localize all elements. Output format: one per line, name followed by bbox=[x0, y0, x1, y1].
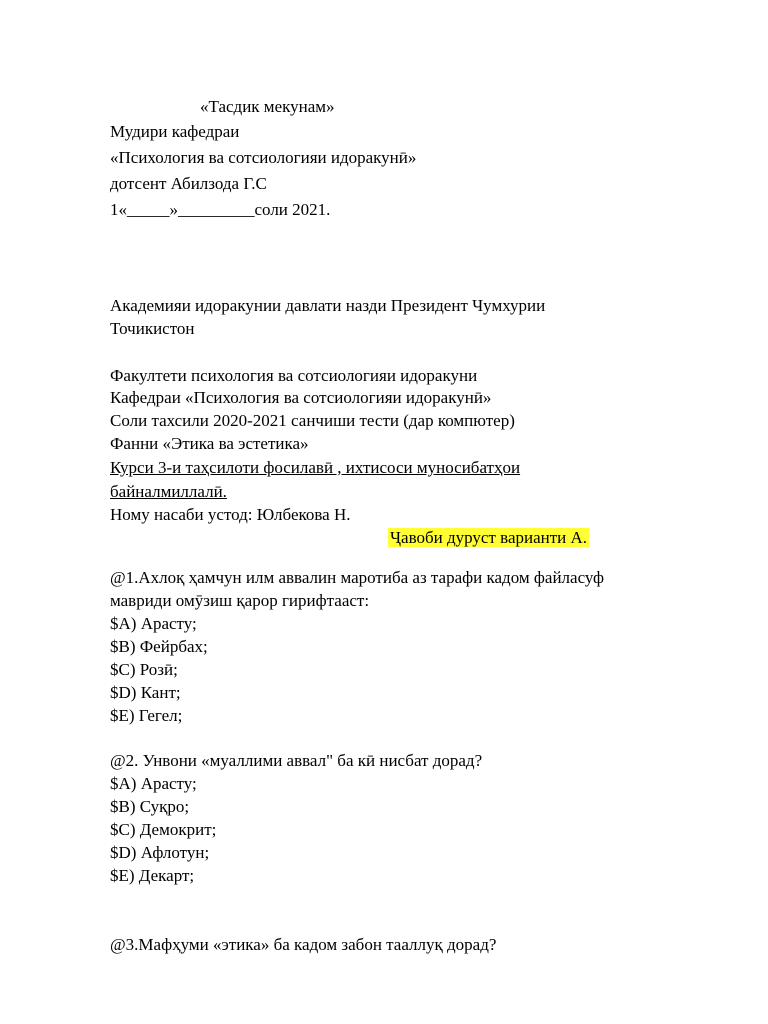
teacher-name: Ному насаби устод: Юлбекова Н. bbox=[110, 505, 351, 524]
course-info-line1: Курси 3-и таҳсилоти фосилавӣ , ихтисоси муносибатҳои bbox=[110, 458, 521, 477]
question-3-text: @3.Мафҳуми «этика» ба кадом забон тааллуқ дорад? bbox=[110, 935, 497, 954]
approval-stamp: «Тасдик мекунам» bbox=[200, 97, 335, 116]
question-1-option-e: $E) Гегел; bbox=[110, 706, 183, 725]
question-2-option-c: $C) Демокрит; bbox=[110, 820, 217, 839]
department-name: Кафедраи «Психология ва сотсиологияи идоракунӣ» bbox=[110, 388, 492, 407]
correct-answer-note bbox=[388, 526, 589, 549]
faculty-name: Факултети психология ва сотсиологияи идоракуни bbox=[110, 366, 478, 385]
correct-answer-highlight: Ҷавоби дуруст варианти А. bbox=[390, 528, 588, 547]
question-2-option-b: $B) Суқро; bbox=[110, 797, 190, 816]
question-2-option-e: $E) Декарт; bbox=[110, 866, 195, 885]
approval-signatory: дотсент Абилзода Г.С bbox=[110, 174, 267, 193]
question-1-option-b: $B) Фейрбах; bbox=[110, 637, 208, 656]
question-1-option-c: $C) Розӣ; bbox=[110, 660, 178, 679]
question-1-text-line1: @1.Ахлоқ ҳамчун илм аввалин маротиба аз тарафи кадом файласуф bbox=[110, 568, 604, 587]
approval-department: «Психология ва сотсиологияи идоракунӣ» bbox=[110, 148, 417, 167]
question-2-option-a: $A) Арасту; bbox=[110, 774, 197, 793]
academic-year: Соли тахсили 2020-2021 санчиши тести (дар компютер) bbox=[110, 411, 515, 430]
academy-name-line1: Академияи идоракунии давлати назди Президент Чумхурии bbox=[110, 296, 546, 315]
approval-date: 1«_____»_________соли 2021. bbox=[110, 200, 331, 219]
course-info-line2: байналмиллалӣ. bbox=[110, 482, 227, 501]
question-2-text: @2. Унвони «муаллими аввал" ба кӣ нисбат дорад? bbox=[110, 751, 483, 770]
academy-name-line2: Точикистон bbox=[110, 319, 195, 338]
subject-name: Фанни «Этика ва эстетика» bbox=[110, 434, 309, 453]
question-1-option-d: $D) Кант; bbox=[110, 683, 181, 702]
question-1-text-line2: мавриди омӯзиш қарор гирифтааст: bbox=[110, 591, 370, 610]
question-1-option-a: $A) Арасту; bbox=[110, 614, 197, 633]
approval-head-title: Мудири кафедраи bbox=[110, 122, 240, 141]
question-2-option-d: $D) Афлотун; bbox=[110, 843, 210, 862]
